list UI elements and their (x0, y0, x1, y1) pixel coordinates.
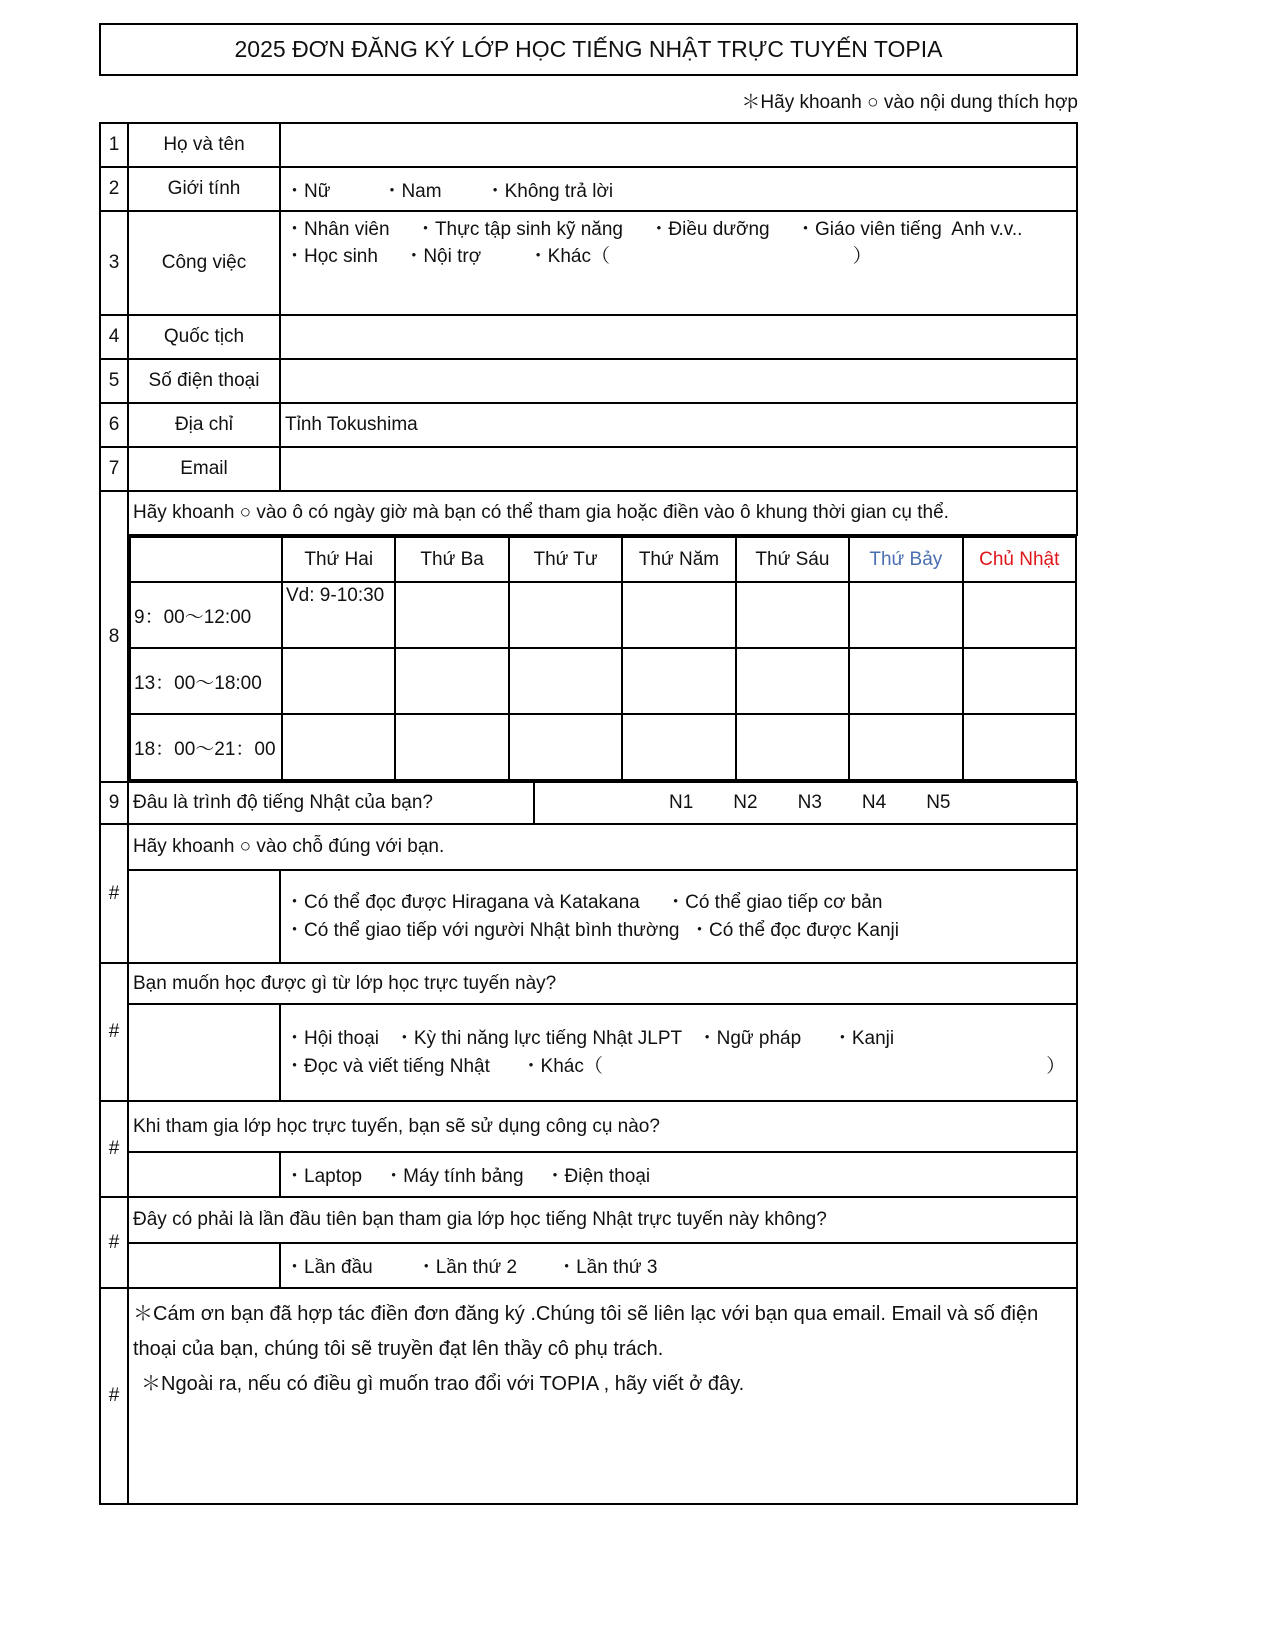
goals-options (280, 1004, 1077, 1101)
day-wednesday: Thứ Tư (509, 537, 622, 582)
level-cell (128, 782, 1077, 824)
device-blank (128, 1152, 280, 1197)
level-question: Đâu là trình độ tiếng Nhật của bạn? (129, 783, 535, 823)
schedule-row-afternoon (130, 648, 1076, 714)
row-device-question (100, 1101, 1077, 1152)
schedule-cell[interactable] (849, 648, 962, 714)
schedule-row-evening (130, 714, 1076, 780)
goals-blank (128, 1004, 280, 1101)
day-friday: Thứ Sáu (736, 537, 849, 582)
phone-label: Số điện thoại (128, 359, 280, 403)
abilities-question: Hãy khoanh ○ vào chỗ đúng với bạn. (128, 824, 1077, 870)
row-schedule-question (100, 491, 1077, 535)
row-goals-question (100, 963, 1077, 1004)
gender-option-female[interactable]: ・Nữ (285, 180, 331, 202)
row-comments (100, 1288, 1077, 1504)
schedule-cell-example[interactable]: Vd: 9-10:30 (282, 582, 395, 648)
schedule-cell[interactable] (282, 714, 395, 780)
schedule-cell[interactable] (509, 582, 622, 648)
row-number: # (100, 1288, 128, 1504)
schedule-cell[interactable] (509, 714, 622, 780)
day-thursday: Thứ Năm (622, 537, 735, 582)
attempt-second[interactable]: ・Lần thứ 2 (416, 1257, 518, 1278)
row-number: # (100, 1197, 128, 1288)
abilities-line-2[interactable]: ・Có thể giao tiếp với người Nhật bình thường ・Có thể đọc được Kanji (285, 919, 899, 941)
slot-morning: 9：00～12:00 (130, 582, 282, 648)
row-number: 2 (100, 167, 128, 211)
device-question: Khi tham gia lớp học trực tuyến, bạn sẽ sử dụng công cụ nào? (128, 1101, 1077, 1152)
day-saturday: Thứ Bảy (849, 537, 962, 582)
schedule-cell[interactable] (395, 714, 508, 780)
row-first-time-question (100, 1197, 1077, 1243)
instruction-note: ＊Hãy khoanh ○ vào nội dung thích hợp (741, 92, 1078, 113)
device-tablet[interactable]: ・Máy tính bảng (384, 1166, 524, 1187)
day-tuesday: Thứ Ba (395, 537, 508, 582)
row-number: # (100, 824, 128, 963)
row-first-time-options (100, 1243, 1077, 1288)
schedule-cell[interactable] (395, 648, 508, 714)
level-n5[interactable]: N5 (926, 792, 951, 813)
row-goals-options (100, 1004, 1077, 1101)
row-email (100, 447, 1077, 491)
schedule-cell[interactable] (622, 648, 735, 714)
schedule-corner (130, 537, 282, 582)
goals-question: Bạn muốn học được gì từ lớp học trực tuyến này? (128, 963, 1077, 1004)
name-label: Họ và tên (128, 123, 280, 167)
row-number: 4 (100, 315, 128, 359)
slot-evening: 18：00～21：00 (130, 714, 282, 780)
row-number: 7 (100, 447, 128, 491)
abilities-line-1[interactable]: ・Có thể đọc được Hiragana và Katakana ・Có thể giao tiếp cơ bản (285, 891, 883, 913)
schedule-cell[interactable] (282, 648, 395, 714)
day-sunday: Chủ Nhật (963, 537, 1076, 582)
address-field[interactable]: Tỉnh Tokushima (280, 403, 1077, 447)
schedule-cell[interactable] (736, 714, 849, 780)
first-time-blank (128, 1243, 280, 1288)
schedule-cell[interactable] (395, 582, 508, 648)
row-number: 6 (100, 403, 128, 447)
thanks-message: ＊Cám ơn bạn đã hợp tác điền đơn đăng ký .Chúng tôi sẽ liên lạc với bạn qua email. Email và số điện thoại của bạn, chúng tôi sẽ truyền đạt lên thầy cô phụ trách. (133, 1303, 1039, 1360)
device-options (280, 1152, 1077, 1197)
row-schedule-grid (100, 535, 1077, 782)
row-gender (100, 167, 1077, 211)
schedule-cell[interactable] (849, 582, 962, 648)
goals-line-1[interactable]: ・Hội thoại ・Kỳ thi năng lực tiếng Nhật JLPT ・Ngữ pháp ・Kanji (285, 1027, 895, 1049)
schedule-header-row (130, 537, 1076, 582)
job-label: Công việc (128, 211, 280, 315)
row-level (100, 782, 1077, 824)
gender-option-male[interactable]: ・Nam (382, 180, 442, 202)
row-abilities-question (100, 824, 1077, 870)
row-job (100, 211, 1077, 315)
schedule-cell[interactable] (622, 714, 735, 780)
nationality-label: Quốc tịch (128, 315, 280, 359)
schedule-cell[interactable] (509, 648, 622, 714)
gender-options (280, 167, 1077, 211)
phone-field[interactable] (280, 359, 1077, 403)
job-options (280, 211, 1077, 315)
email-field[interactable] (280, 447, 1077, 491)
row-phone (100, 359, 1077, 403)
level-options (535, 792, 950, 814)
schedule-cell[interactable] (736, 582, 849, 648)
row-name (100, 123, 1077, 167)
schedule-cell[interactable] (963, 582, 1076, 648)
day-monday: Thứ Hai (282, 537, 395, 582)
abilities-options (280, 870, 1077, 963)
comments-box[interactable] (128, 1288, 1077, 1504)
row-nationality (100, 315, 1077, 359)
schedule-cell[interactable] (963, 714, 1076, 780)
address-label: Địa chỉ (128, 403, 280, 447)
row-number: # (100, 963, 128, 1101)
gender-label: Giới tính (128, 167, 280, 211)
first-time-question: Đây có phải là lần đầu tiên bạn tham gia lớp học tiếng Nhật trực tuyến này không? (128, 1197, 1077, 1243)
name-field[interactable] (280, 123, 1077, 167)
nationality-field[interactable] (280, 315, 1077, 359)
device-laptop[interactable]: ・Laptop (285, 1166, 363, 1187)
other-comments-prompt: ＊Ngoài ra, nếu có điều gì muốn trao đổi với TOPIA , hãy viết ở đây. (141, 1373, 745, 1395)
attempt-first[interactable]: ・Lần đầu (285, 1257, 373, 1278)
row-abilities-options (100, 870, 1077, 963)
device-phone[interactable]: ・Điện thoại (545, 1166, 651, 1187)
level-n3[interactable]: N3 (797, 792, 822, 813)
slot-afternoon: 13：00～18:00 (130, 648, 282, 714)
gender-option-no-answer[interactable]: ・Không trả lời (485, 180, 614, 202)
row-number: # (100, 1101, 128, 1197)
registration-form (99, 122, 1078, 1505)
row-number: 9 (100, 782, 128, 824)
level-n1[interactable]: N1 (669, 792, 694, 813)
level-n4[interactable]: N4 (861, 792, 887, 813)
row-number: 5 (100, 359, 128, 403)
schedule-cell[interactable] (622, 582, 735, 648)
schedule-cell[interactable] (849, 714, 962, 780)
row-number: 3 (100, 211, 128, 315)
level-n2[interactable]: N2 (733, 792, 758, 813)
job-options-line-2[interactable]: ・Học sinh ・Nội trợ ・Khác（ ） (285, 246, 872, 267)
row-address (100, 403, 1077, 447)
email-label: Email (128, 447, 280, 491)
row-number: 8 (100, 491, 128, 782)
attempt-third[interactable]: ・Lần thứ 3 (557, 1257, 658, 1278)
schedule-grid-cell (128, 535, 1077, 782)
first-time-options (280, 1243, 1077, 1288)
form-title: 2025 ĐƠN ĐĂNG KÝ LỚP HỌC TIẾNG NHẬT TRỰC TUYẾN TOPIA (99, 23, 1078, 76)
abilities-blank (128, 870, 280, 963)
schedule-row-morning (130, 582, 1076, 648)
job-options-line-1[interactable]: ・Nhân viên ・Thực tập sinh kỹ năng ・Điều dưỡng ・Giáo viên tiếng Anh v.v.. (285, 219, 1023, 240)
schedule-cell[interactable] (963, 648, 1076, 714)
schedule-cell[interactable] (736, 648, 849, 714)
schedule-question: Hãy khoanh ○ vào ô có ngày giờ mà bạn có thể tham gia hoặc điền vào ô khung thời gian cụ thể. (128, 491, 1077, 535)
row-device-options (100, 1152, 1077, 1197)
row-number: 1 (100, 123, 128, 167)
goals-line-2[interactable]: ・Đọc và viết tiếng Nhật ・Khác（ ） (285, 1055, 1066, 1077)
schedule-table (129, 536, 1077, 781)
